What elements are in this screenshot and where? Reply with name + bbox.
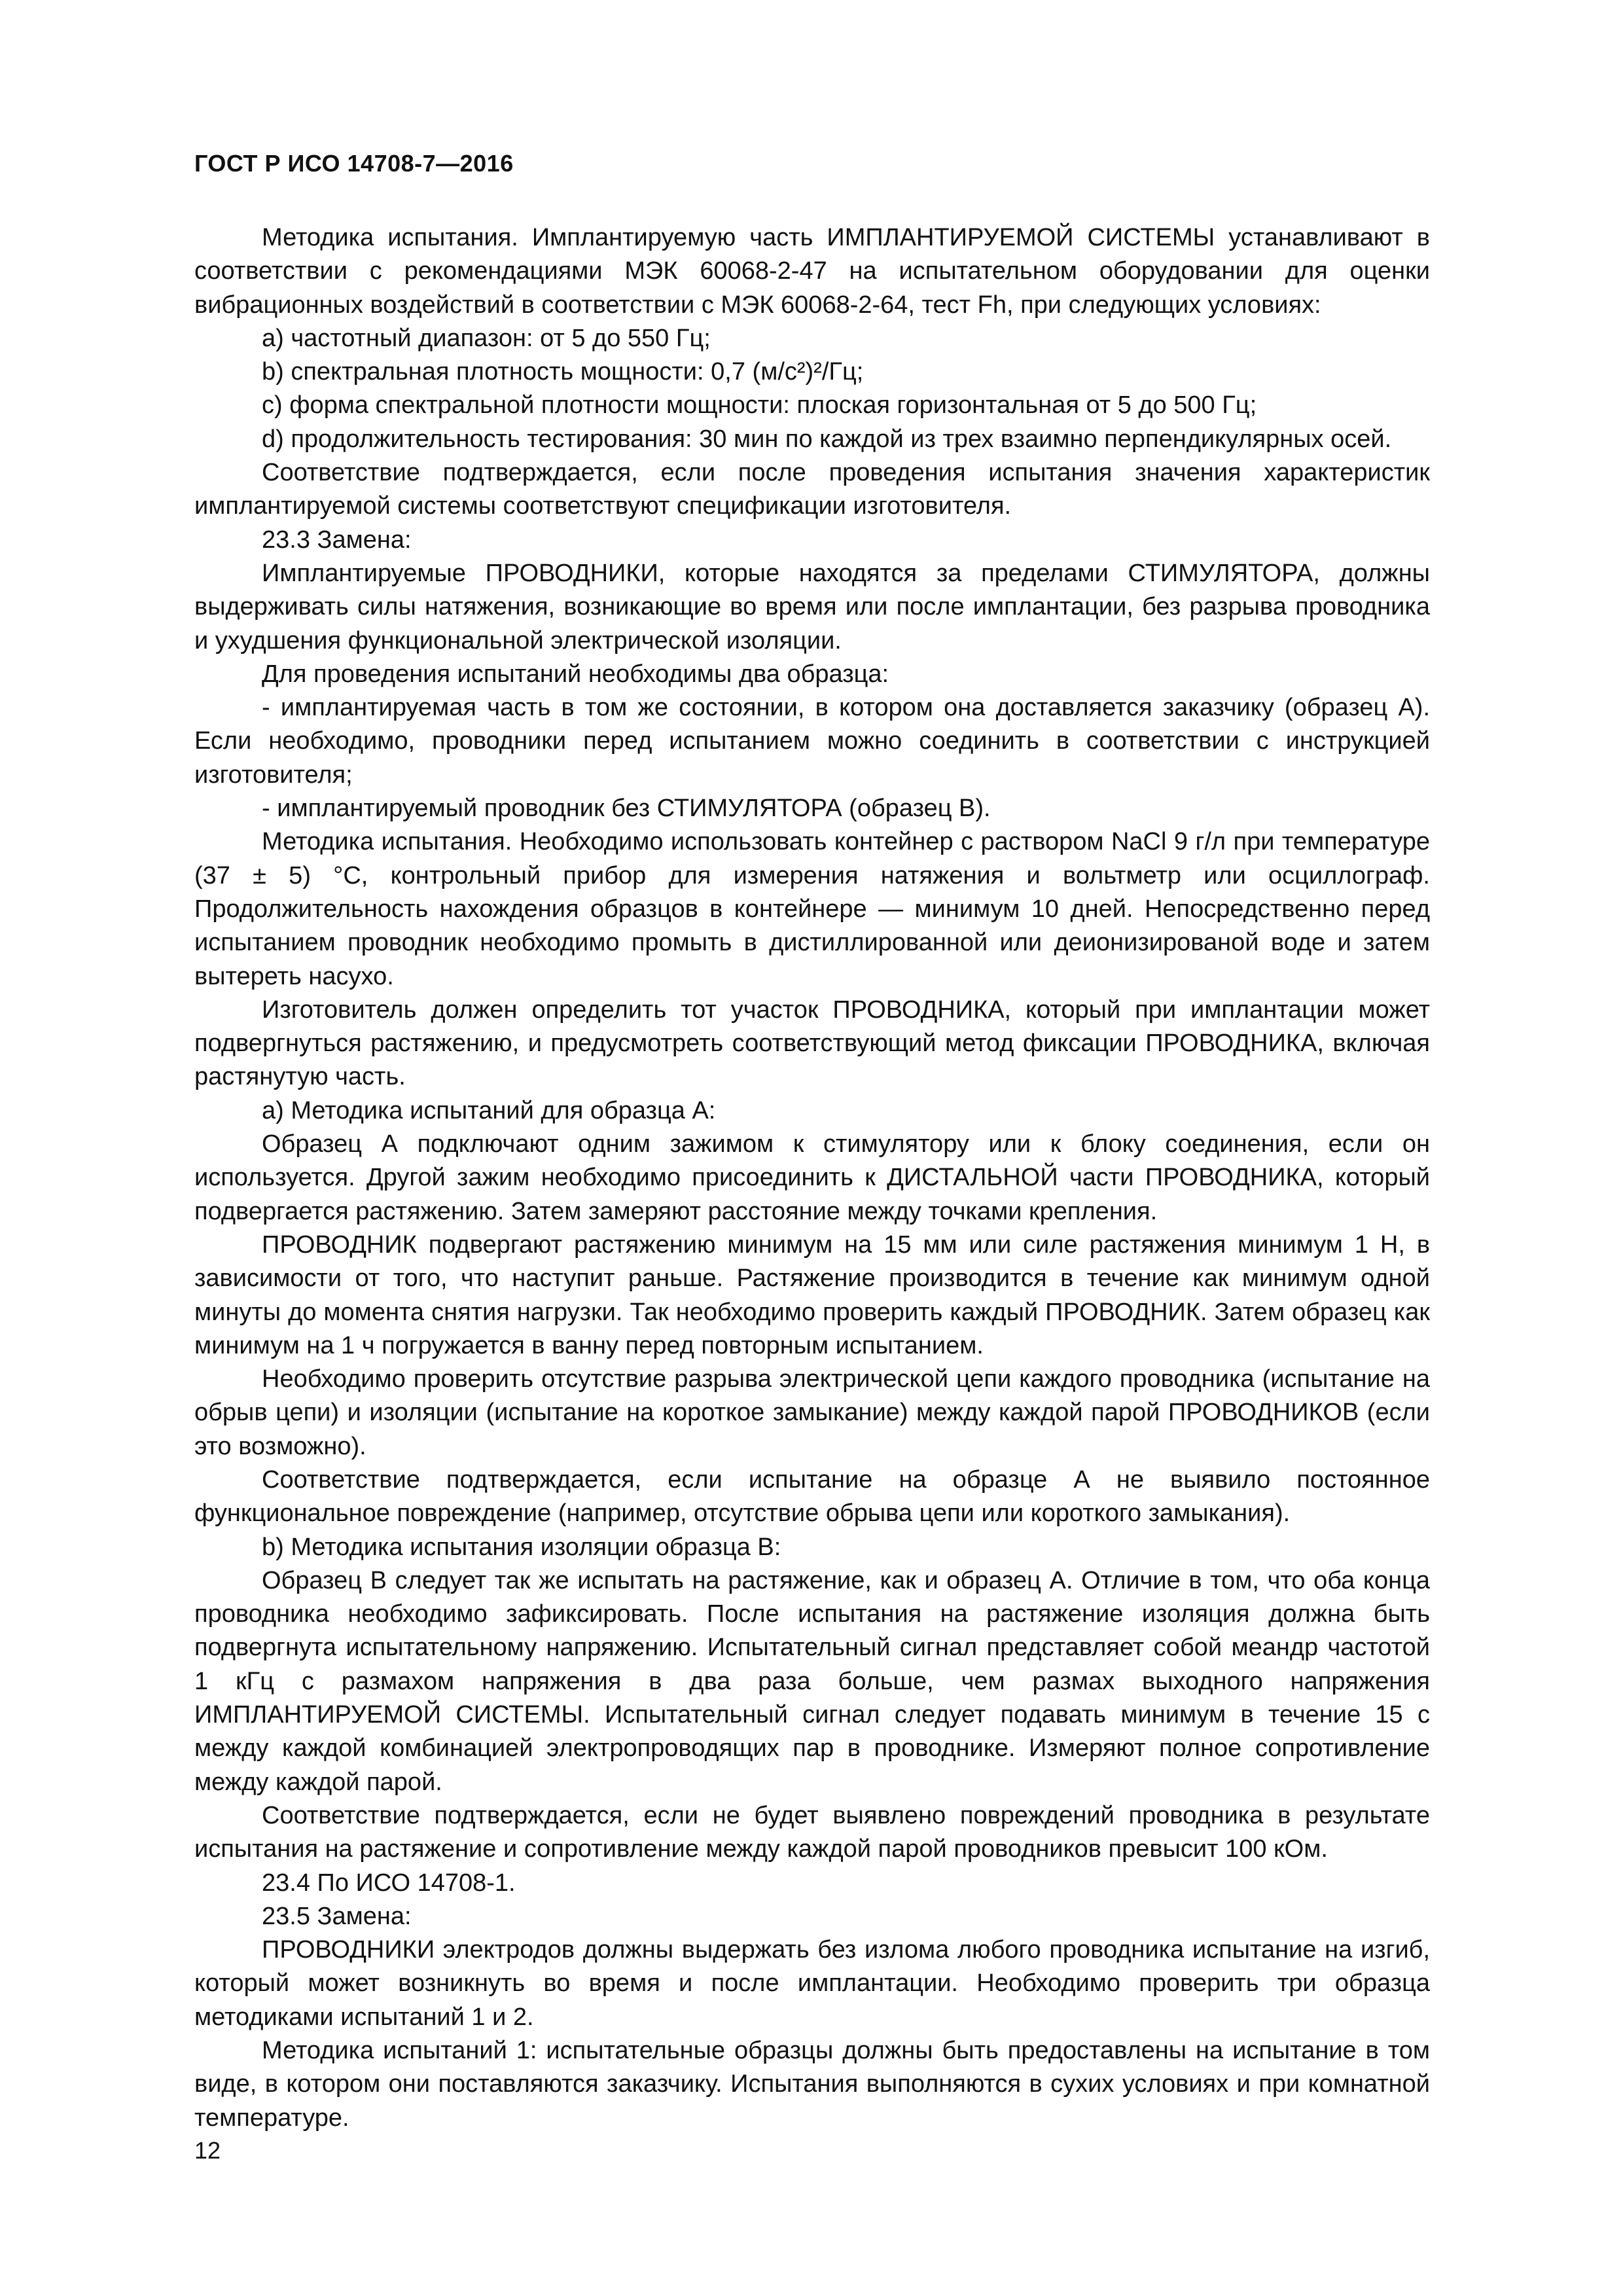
paragraph: Образец А подключают одним зажимом к стимулятору или к блоку соединения, если он используется. Другой зажим необходимо присоединить к ДИСТАЛЬНОЙ части ПРОВОДНИКА, который подвергается растяжению. Затем замеряют расстояние между точками крепления. [194,1130,1430,1225]
paragraph: Соответствие подтверждается, если не будет выявлено повреждений проводника в результате испытания на растяжение и сопротивление между каждой парой проводников превысит 100 кОм. [194,1801,1430,1863]
paragraph: ПРОВОДНИК подвергают растяжению минимум на 15 мм или силе растяжения минимум 1 Н, в зависимости от того, что наступит раньше. Растяжение производится в течение как минимум одной минуты до момента снятия нагрузки. Так необходимо проверить каждый ПРОВОДНИК. Затем образец как минимум на 1 ч погружается в ванну перед повторным испытанием. [194,1230,1430,1359]
list-item: - имплантируемая часть в том же состоянии, в котором она доставляется заказчику (образец А). Если необходимо, проводники перед испытанием можно соединить в соответствии с инструкцией изготовителя; [194,694,1430,789]
paragraph: Имплантируемые ПРОВОДНИКИ, которые находятся за пределами СТИМУЛЯТОРА, должны выдерживать силы натяжения, возникающие во время или после имплантации, без разрыва проводника и ухудшения функциональной электрической изоляции. [194,559,1430,655]
section-heading: 23.4 По ИСО 14708-1. [262,1869,516,1897]
paragraph: Соответствие подтверждается, если после проведения испытания значения характеристик имплантируемой системы соответствуют спецификации изготовителя. [194,459,1430,520]
paragraph: Соответствие подтверждается, если испытание на образце А не выявило постоянное функциональное повреждение (например, отсутствие обрыва цепи или короткого замыкания). [194,1465,1430,1528]
paragraph: Методика испытаний 1: испытательные образцы должны быть предоставлены на испытание в том виде, в котором они поставляются заказчику. Испытания выполняются в сухих условиях и при комнатной температуре. [194,2037,1430,2132]
paragraph: Методика испытания. Необходимо использовать контейнер с раствором NaCl 9 г/л при температуре (37 ± 5) °С, контрольный прибор для измерения натяжения и вольтметр или осциллограф. Продолжительность нахождения образцов в контейнере — минимум 10 дней. Непосредственно перед испытанием проводник необходимо промыть в дистиллированной или деионизированой воде и затем вытереть насухо. [194,828,1430,990]
paragraph: Изготовитель должен определить тот участок ПРОВОДНИКА, который при имплантации может подвергнуться растяжению, и предусмотреть соответствующий метод фиксации ПРОВОДНИКА, включая растянутую часть. [194,996,1430,1091]
list-item: a) частотный диапазон: от 5 до 550 Гц; [262,324,711,352]
list-item: c) форма спектральной плотности мощности: плоская горизонтальная от 5 до 500 Гц; [262,391,1257,420]
paragraph: Необходимо проверить отсутствие разрыва электрической цепи каждого проводника (испытание на обрыв цепи) и изоляции (испытание на короткое замыкание) между каждой парой ПРОВОДНИКОВ (если это возможно). [194,1365,1430,1460]
document-header: ГОСТ Р ИСО 14708-7—2016 [194,150,514,177]
list-item: a) Методика испытаний для образца А: [262,1096,716,1124]
list-item: - имплантируемый проводник без СТИМУЛЯТОРА (образец В). [262,795,991,823]
section-heading: 23.5 Замена: [262,1902,412,1930]
section-heading: 23.3 Замена: [262,526,412,554]
paragraph: Методика испытания. Имплантируемую часть ИМПЛАНТИРУЕМОЙ СИСТЕМЫ устанавливают в соответствии с рекомендациями МЭК 60068-2-47 на испытательном оборудовании для оценки вибрационных воздействий в соответствии с МЭК 60068-2-64, тест Fh, при следующих условиях: [194,224,1430,319]
paragraph: Для проведения испытаний необходимы два образца: [262,660,889,688]
page-number: 12 [194,2137,221,2164]
document-body [194,221,1430,2135]
list-item: b) спектральная плотность мощности: 0,7 (м/с²)²/Гц; [262,358,864,386]
list-item: d) продолжительность тестирования: 30 мин по каждой из трех взаимно перпендикулярных осей. [262,425,1392,453]
list-item: b) Методика испытания изоляции образца В: [262,1533,781,1561]
paragraph: ПРОВОДНИКИ электродов должны выдержать без излома любого проводника испытание на изгиб, который может возникнуть во время и после имплантации. Необходимо проверить три образца методиками испытаний 1 и 2. [194,1936,1430,2031]
paragraph: Образец В следует так же испытать на растяжение, как и образец А. Отличие в том, что оба конца проводника необходимо зафиксировать. После испытания на растяжение изоляция должна быть подвергнута испытательному напряжению. Испытательный сигнал представляет собой меандр частотой 1 кГц с размахом напряжения в два раза больше, чем размах выходного напряжения ИМПЛАНТИРУЕМОЙ СИСТЕМЫ. Испытательный сигнал следует подавать минимум в течение 15 с между каждой комбинацией электропроводящих пар в проводнике. Измеряют полное сопротивление между каждой парой. [194,1566,1430,1796]
